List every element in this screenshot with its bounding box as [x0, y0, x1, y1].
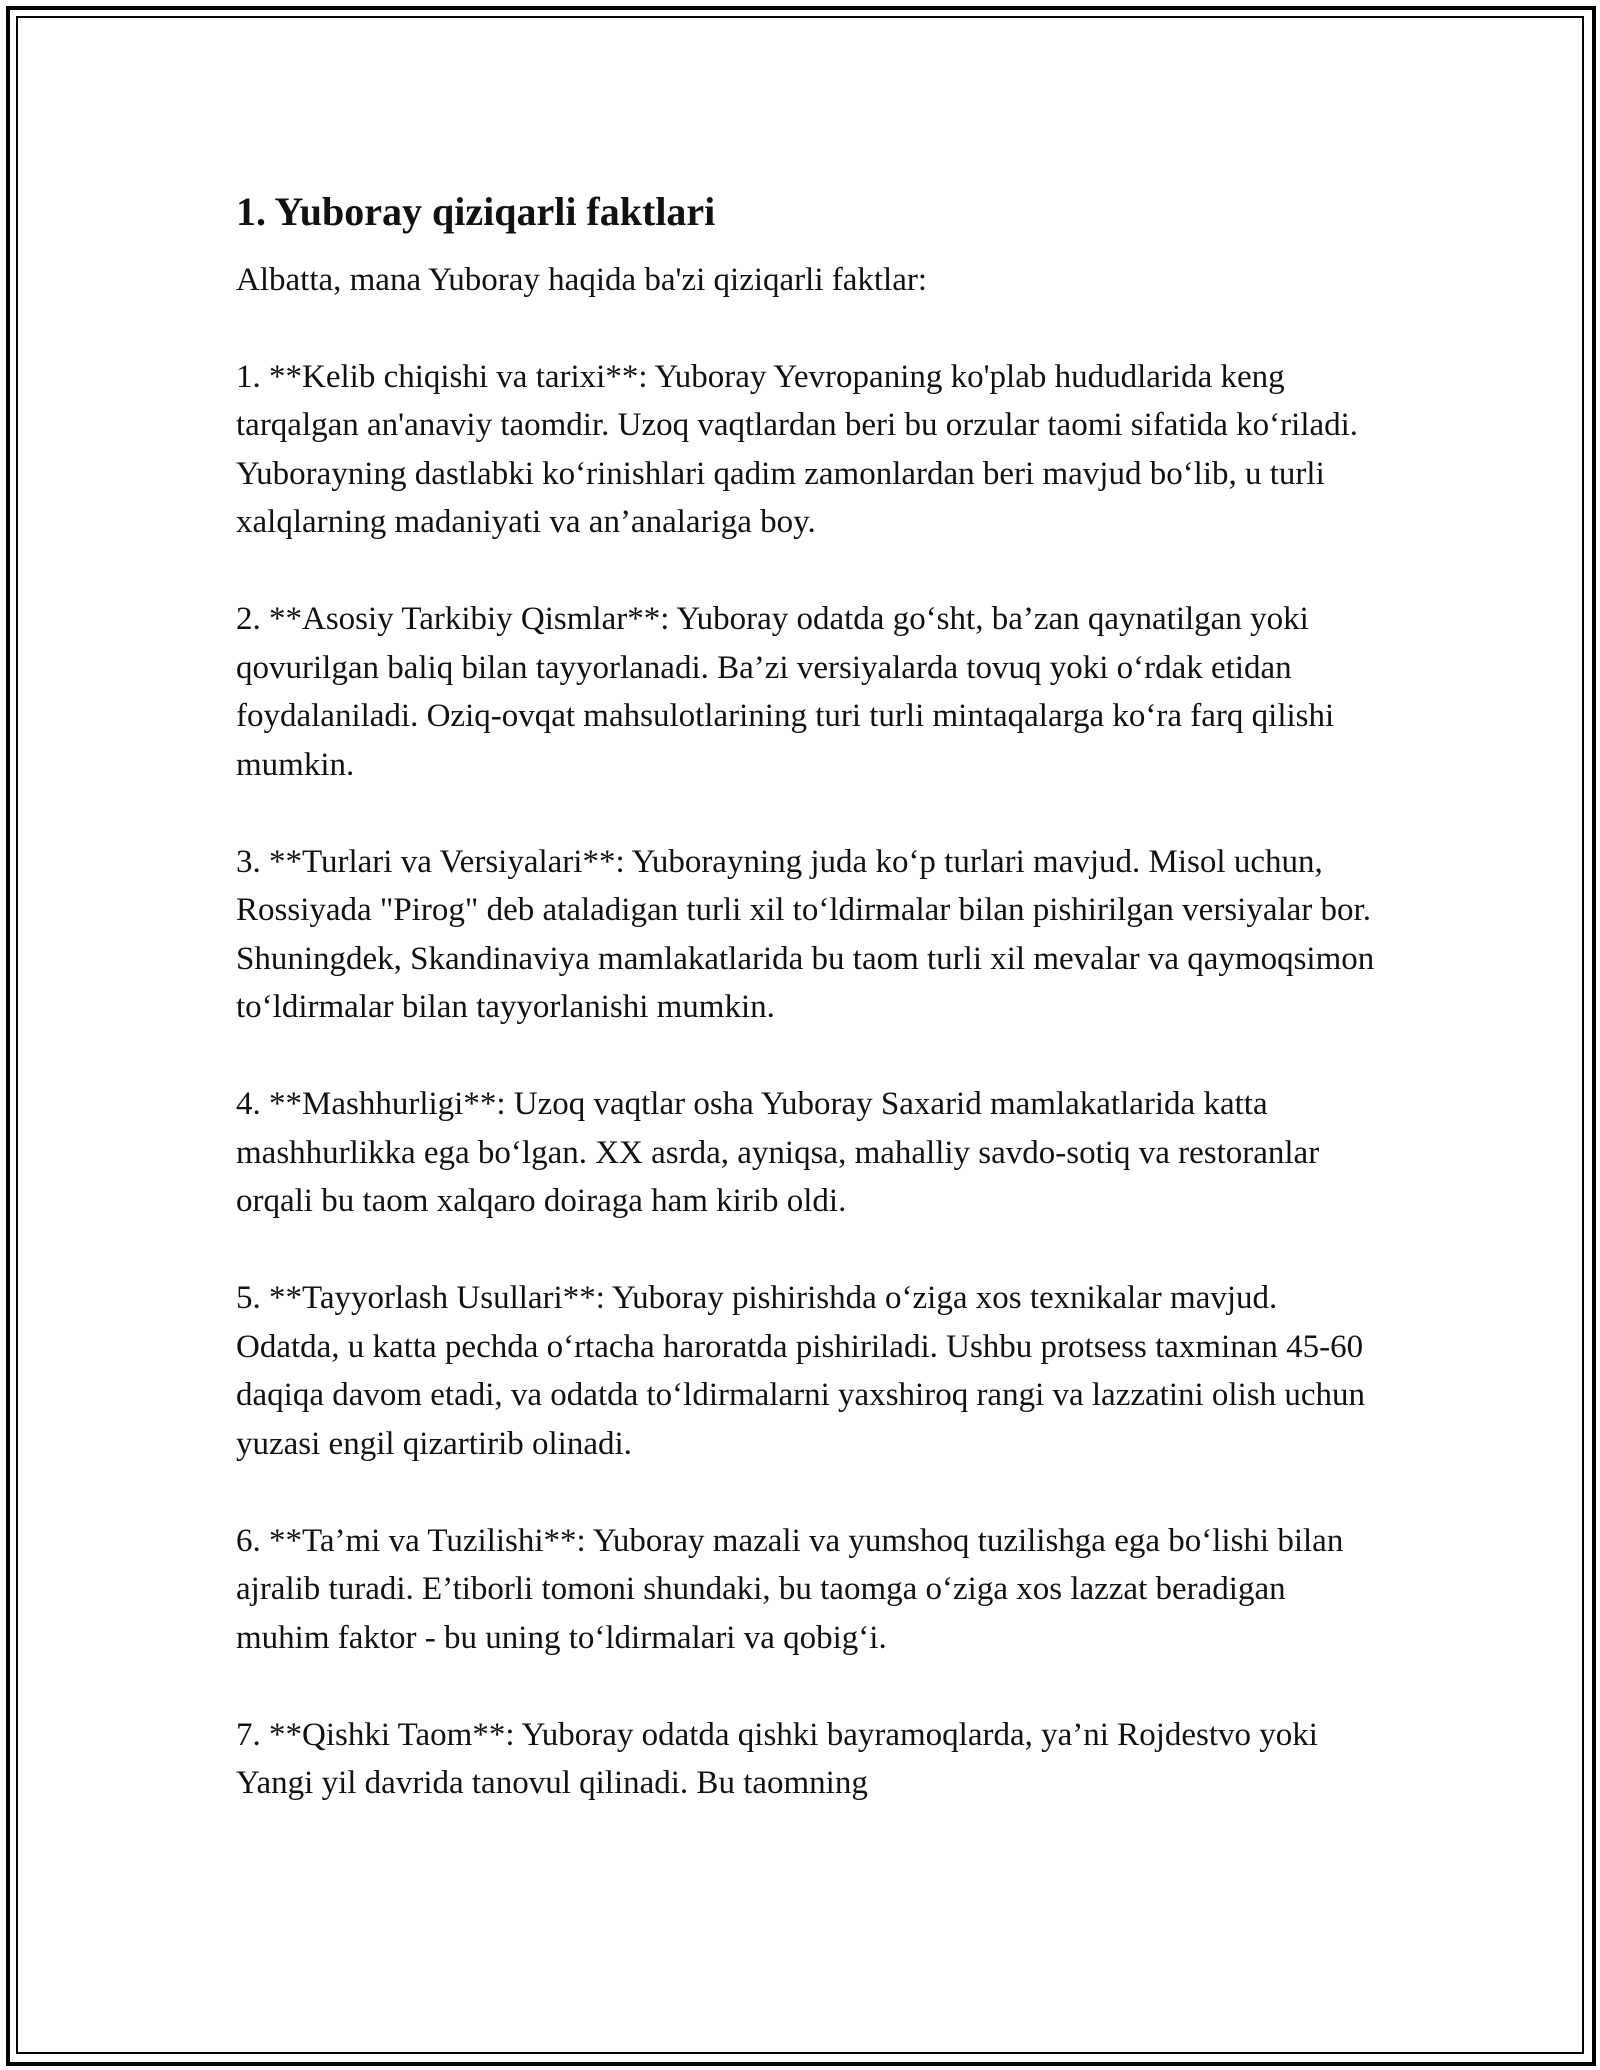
- fact-item-7: 7. **Qishki Taom**: Yuboray odatda qishki bayramoqlarda, ya’ni Rojdestvo yoki Yangi yil davrida tanovul qilinadi. Bu taomning: [236, 1716, 1318, 1801]
- document-title: 1. Yuboray qiziqarli faktlari: [236, 189, 716, 234]
- intro-paragraph: Albatta, mana Yuboray haqida ba'zi qiziqarli faktlar:: [236, 262, 928, 298]
- fact-item-4: 4. **Mashhurligi**: Uzoq vaqtlar osha Yuboray Saxarid mamlakatlarida katta mashhurlikka ega bo‘lgan. XX asrda, ayniqsa, mahalliy savdo-sotiq va restoranlar orqali bu taom xalqaro doiraga ham kirib oldi.: [236, 1086, 1320, 1219]
- document-body: [236, 186, 1376, 1808]
- fact-item-1: 1. **Kelib chiqishi va tarixi**: Yuboray Yevropaning ko'plab hududlarida keng tarqalgan an'anaviy taomdir. Uzoq vaqtlardan beri bu orzular taomi sifatida ko‘riladi. Yuborayning dastlabki ko‘rinishlari qadim zamonlardan beri mavjud bo‘lib, u turli xalqlarning madaniyati va an’analariga boy.: [236, 358, 1359, 540]
- fact-item-2: 2. **Asosiy Tarkibiy Qismlar**: Yuboray odatda go‘sht, ba’zan qaynatilgan yoki qovurilgan baliq bilan tayyorlanadi. Ba’zi versiyalarda tovuq yoki o‘rdak etidan foydalaniladi. Oziq-ovqat mahsulotlarining turi turli mintaqalarga ko‘ra farq qilishi mumkin.: [236, 601, 1335, 783]
- fact-item-3: 3. **Turlari va Versiyalari**: Yuborayning juda ko‘p turlari mavjud. Misol uchun, Rossiyada "Pirog" deb ataladigan turli xil to‘ldirmalar bilan pishirilgan versiyalar bor. Shuningdek, Skandinaviya mamlakatlarida bu taom turli xil mevalar va qaymoqsimon to‘ldirmalar bilan tayyorlanishi mumkin.: [236, 843, 1375, 1025]
- fact-item-6: 6. **Ta’mi va Tuzilishi**: Yuboray mazali va yumshoq tuzilishga ega bo‘lishi bilan ajralib turadi. E’tiborli tomoni shundaki, bu taomga o‘ziga xos lazzat beradigan muhim faktor - bu uning to‘ldirmalari va qobig‘i.: [236, 1522, 1344, 1656]
- fact-item-5: 5. **Tayyorlash Usullari**: Yuboray pishirishda o‘ziga xos texnikalar mavjud. Odatda, u katta pechda o‘rtacha haroratda pishiriladi. Ushbu protsess taxminan 45-60 daqiqa davom etadi, va odatda to‘ldirmalarni yaxshiroq rangi va lazzatini olish uchun yuzasi engil qizartirib olinadi.: [236, 1280, 1365, 1462]
